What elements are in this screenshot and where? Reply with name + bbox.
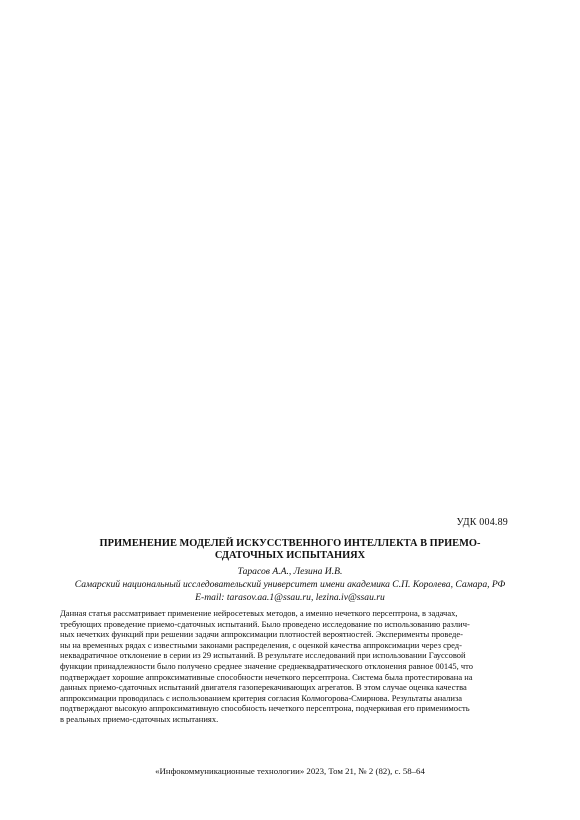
abstract-line: требующих проведение приемо-сдаточных испытаний. Было проведено исследование по использованию различ- [60, 618, 470, 629]
abstract-line: функции принадлежности было получено среднее значение среднеквадратического отклонения равное 00145, что [60, 660, 474, 671]
abstract-line: подтверждает хорошие аппроксимативные способности нечеткого персептрона. Система была протестирована на [60, 671, 473, 682]
abstract-line: данных приемо-сдаточных испытаний двигателя газоперекачивающих агрегатов. В этом случае оценка качества [60, 682, 467, 693]
abstract-line: подтверждают высокую аппроксимативную способность нечеткого персептрона, подчеркивая его применимость [60, 703, 470, 714]
abstract-line: неквадратичное отклонение в серии из 29 испытаний. В результате исследований при использовании Гауссовой [60, 650, 466, 661]
authors: Тарасов А.А., Лезина И.В. [237, 566, 343, 577]
affiliation: Самарский национальный исследовательский университет имени академика С.П. Королева, Самара, РФ [74, 579, 506, 590]
abstract-line: ных нечетких функций при решении задачи аппроксимации плотностей вероятностей. Эксперименты проведе- [60, 629, 463, 640]
article-title [60, 538, 520, 562]
title-line-2: СДАТОЧНЫХ ИСПЫТАНИЯХ [214, 550, 366, 561]
udk-code: УДК 004.89 [456, 517, 508, 528]
abstract [60, 608, 522, 725]
abstract-line: аппроксимации проводилась с использованием критерия согласия Колмогорова-Смирнова. Результаты анализа [60, 692, 463, 703]
journal-footer: «Инфокоммуникационные технологии» 2023, Том 21, № 2 (82), с. 58–64 [155, 766, 425, 776]
abstract-line: ны на временных рядах с известными законами распределения, с оценкой качества аппроксимации через сред- [60, 639, 462, 650]
title-line-1: ПРИМЕНЕНИЕ МОДЕЛЕЙ ИСКУССТВЕННОГО ИНТЕЛЛЕКТА В ПРИЕМО- [99, 538, 481, 549]
abstract-line: Данная статья рассматривает применение нейросетевых методов, а именно нечеткого персептрона, в задачах, [60, 608, 458, 618]
email-line: E-mail: tarasov.aa.1@ssau.ru, lezina.iv@ssau.ru [195, 592, 385, 603]
abstract-line: в реальных приемо-сдаточных испытаниях. [60, 713, 219, 724]
